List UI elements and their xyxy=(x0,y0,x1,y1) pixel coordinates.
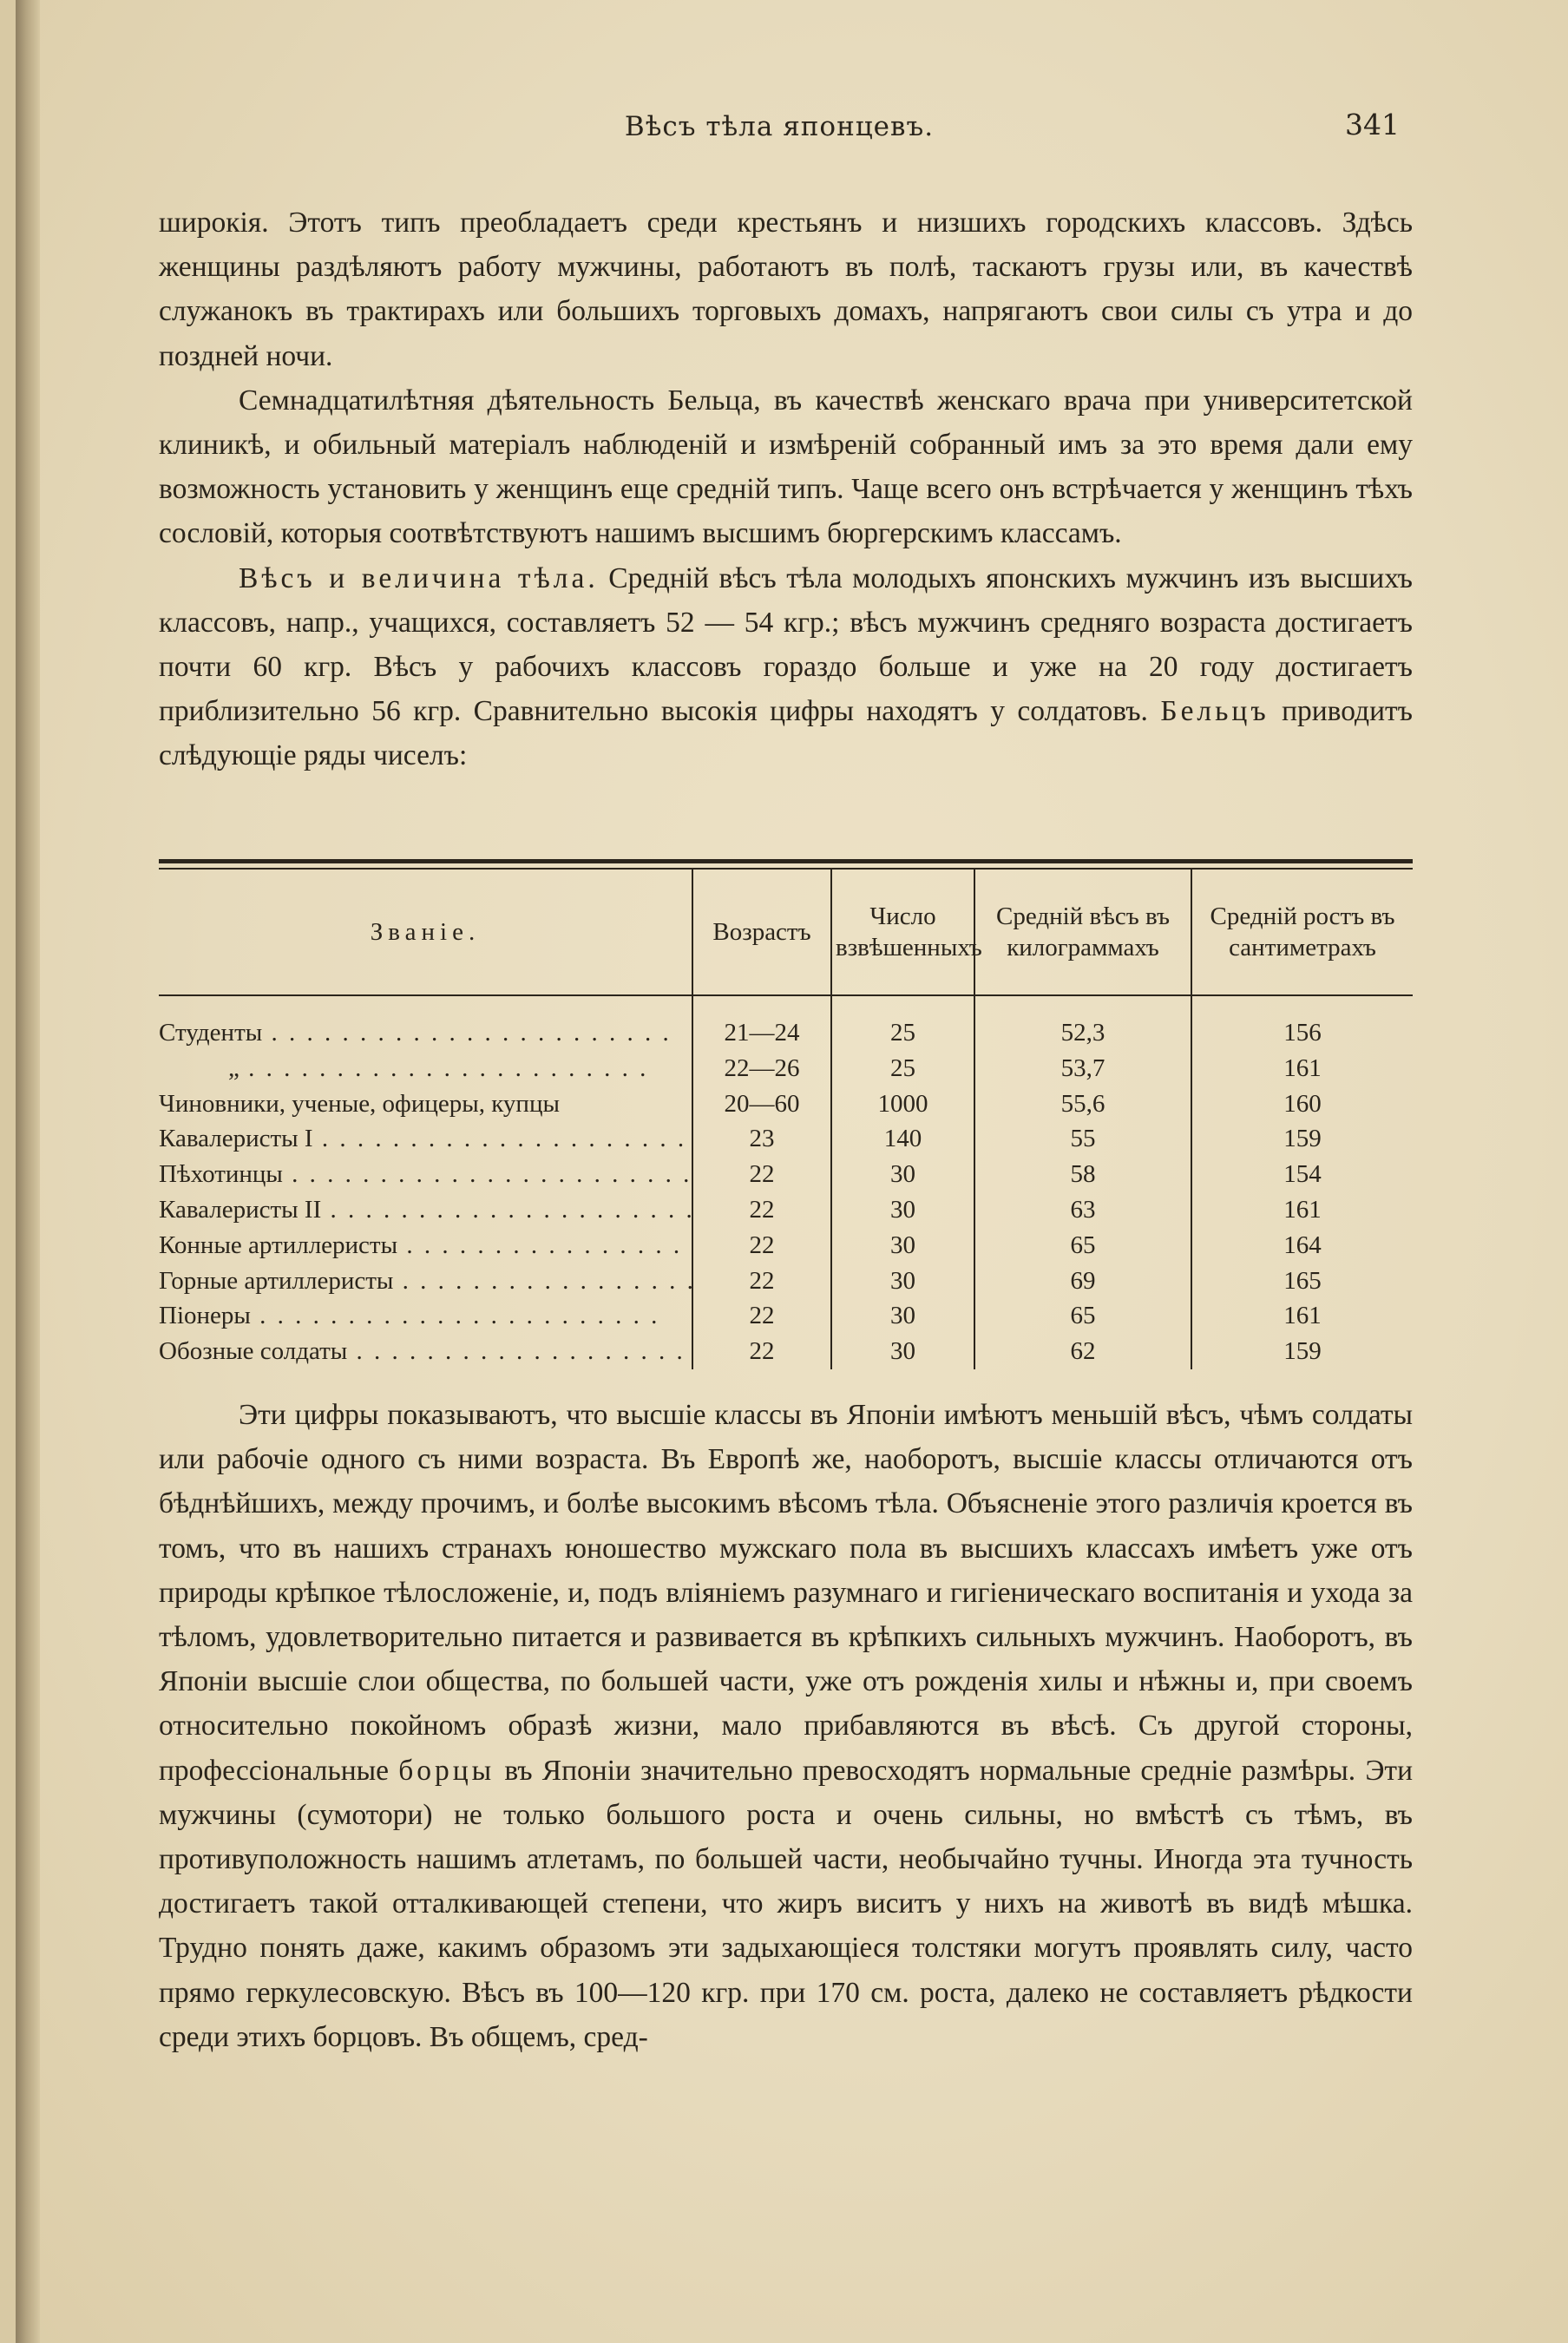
cell-age: 22 xyxy=(692,1157,831,1192)
cell-rank: Студенты . . . xyxy=(159,995,692,1051)
cell-weight: 65 xyxy=(974,1298,1191,1334)
cell-rank: Чиновники, ученые, офицеры, купцы xyxy=(159,1089,560,1118)
cell-rank: Обозные солдаты . . . xyxy=(159,1334,692,1369)
section-heading-weight: Вѣсъ и величина тѣла. xyxy=(239,561,599,594)
paragraph-conclusions-text-1: Эти цифры показываютъ, что высшіе классы въ Японіи имѣютъ меньшій вѣсъ, чѣмъ солдаты или рабочіе одного съ ними возраста. Въ Европѣ же, наоборотъ, высшіе классы отличаются отъ бѣднѣйшихъ, между прочимъ, и болѣе высокимъ вѣсомъ тѣла. Объясненіе этого различія кроется въ томъ, что въ нашихъ странахъ юношество мужскаго пола въ высшихъ классахъ имѣетъ уже отъ природы крѣпкое тѣлосложеніе, и, подъ вліяніемъ разумнаго и гигіеническаго воспитанія и ухода за тѣломъ, удовлетворительно питается и развивается въ крѣпкихъ сильныхъ мужчинъ. Наоборотъ, въ Японіи высшіе слои общества, по большей части, уже отъ рожденія хилы и нѣжны и, при своемъ относительно покойномъ образѣ жизни, мало прибавляются въ вѣсѣ. Съ другой стороны, профессіональные xyxy=(159,1399,1413,1787)
paragraph-conclusions-text-2: въ Японіи значительно превосходятъ нормальные средніе размѣры. Эти мужчины (сумотори) не только большого роста и очень сильны, но вмѣстѣ съ тѣмъ, въ противуположность нашимъ атлетамъ, по большей части, необычайно тучны. Иногда эта тучность достигаетъ такой отталкивающей степени, что жиръ виситъ у нихъ на животѣ въ видѣ мѣшка. Трудно понять даже, какимъ образомъ эти задыхающіеся толстяки могутъ проявлять силу, часто прямо геркулесовскую. Вѣсъ въ 100—120 кгр. при 170 см. роста, далеко не составляетъ рѣдкости среди этихъ борцовъ. Въ общемъ, сред- xyxy=(159,1754,1413,2053)
cell-weight: 53,7 xyxy=(974,1051,1191,1086)
cell-height: 161 xyxy=(1191,1192,1413,1228)
paragraph-weight-text-1: Средній вѣсъ тѣла молодыхъ японскихъ мужчинъ изъ высшихъ классовъ, напр., учащихся, составляетъ 52 — 54 кгр.; вѣсъ мужчинъ средняго возраста достигаетъ почти 60 кгр. Вѣсъ у рабочихъ классовъ гораздо больше и уже на 20 году достигаетъ приблизительно 56 кгр. Сравнительно высокія цифры находятъ у солдатовъ. xyxy=(159,561,1413,728)
cell-age: 22 xyxy=(692,1228,831,1263)
header-count: Число взвѣшенныхъ xyxy=(831,870,974,995)
header-weight: Средній вѣсъ въ килограммахъ xyxy=(974,870,1191,995)
cell-weight: 65 xyxy=(974,1228,1191,1263)
cell-rank: „ . . . xyxy=(159,1051,692,1086)
cell-weight: 69 xyxy=(974,1263,1191,1299)
table-header-row xyxy=(159,870,1413,995)
paragraph-weight-text-2: приводитъ слѣдующіе ряды чиселъ: xyxy=(159,695,1413,772)
paragraph-belz-activity: Семнадцатилѣтняя дѣятельность Бельца, въ качествѣ женскаго врача при университетской клиникѣ, и обильный матеріалъ наблюденій и измѣреній собранный имъ за это время дали ему возможность установить у женщинъ еще средній типъ. Чаще всего онъ встрѣчается у женщинъ тѣхъ сословій, которыя соотвѣтствуютъ нашимъ высшимъ бюргерскимъ классамъ. xyxy=(159,384,1413,550)
table-row xyxy=(159,1192,1413,1228)
cell-rank: Піонеры . . . xyxy=(159,1298,692,1334)
book-page xyxy=(16,0,1568,2343)
cell-rank: Кавалеристы I . . . xyxy=(159,1121,692,1157)
author-name-belz: Бельцъ xyxy=(1160,695,1269,728)
cell-count: 30 xyxy=(831,1263,974,1299)
cell-rank: Пѣхотинцы . . . xyxy=(159,1157,692,1192)
emphasis-wrestlers: борцы xyxy=(398,1754,495,1787)
cell-weight: 55,6 xyxy=(974,1086,1191,1122)
cell-count: 30 xyxy=(831,1157,974,1192)
cell-count: 30 xyxy=(831,1228,974,1263)
table-row xyxy=(159,1263,1413,1299)
paragraph-continuation: широкія. Этотъ типъ преобладаетъ среди крестьянъ и низшихъ городскихъ классовъ. Здѣсь женщины раздѣляютъ работу мужчины, работаютъ въ полѣ, таскаютъ грузы или, въ качествѣ служанокъ въ трактирахъ или большихъ торговыхъ домахъ, напрягаютъ свои силы съ утра и до поздней ночи. xyxy=(159,207,1413,372)
cell-count: 25 xyxy=(831,995,974,1051)
cell-height: 164 xyxy=(1191,1228,1413,1263)
paragraph-conclusions xyxy=(159,1393,1413,2059)
cell-rank: Горные артиллеристы . . . xyxy=(159,1263,692,1299)
cell-height: 156 xyxy=(1191,995,1413,1051)
paragraph-weight-height xyxy=(159,556,1413,778)
cell-age: 20—60 xyxy=(692,1086,831,1122)
text-block-top xyxy=(159,200,1413,778)
page-binding-shadow xyxy=(16,0,40,2343)
table-row xyxy=(159,1298,1413,1334)
cell-height: 165 xyxy=(1191,1263,1413,1299)
cell-count: 25 xyxy=(831,1051,974,1086)
table-row xyxy=(159,995,1413,1051)
cell-age: 22—26 xyxy=(692,1051,831,1086)
cell-rank: Конные артиллеристы . . . xyxy=(159,1228,692,1263)
page-number: 341 xyxy=(1345,108,1400,141)
cell-weight: 58 xyxy=(974,1157,1191,1192)
table-row xyxy=(159,1228,1413,1263)
table-row xyxy=(159,1121,1413,1157)
cell-age: 22 xyxy=(692,1334,831,1369)
table-row xyxy=(159,1157,1413,1192)
cell-height: 161 xyxy=(1191,1051,1413,1086)
cell-height: 154 xyxy=(1191,1157,1413,1192)
text-block-bottom xyxy=(159,1393,1413,2059)
cell-weight: 63 xyxy=(974,1192,1191,1228)
running-title: Вѣсъ тѣла японцевъ. xyxy=(624,111,935,142)
cell-height: 160 xyxy=(1191,1086,1413,1122)
table-top-rule-thick xyxy=(159,859,1413,863)
running-head xyxy=(159,108,1400,154)
cell-weight: 62 xyxy=(974,1334,1191,1369)
cell-count: 30 xyxy=(831,1298,974,1334)
cell-age: 21—24 xyxy=(692,995,831,1051)
weight-data-table xyxy=(159,870,1413,1369)
cell-height: 161 xyxy=(1191,1298,1413,1334)
cell-count: 30 xyxy=(831,1334,974,1369)
cell-rank: Кавалеристы II . . . xyxy=(159,1192,692,1228)
cell-weight: 55 xyxy=(974,1121,1191,1157)
cell-age: 22 xyxy=(692,1298,831,1334)
header-rank: Званіе. xyxy=(159,870,692,995)
cell-weight: 52,3 xyxy=(974,995,1191,1051)
weight-table xyxy=(159,859,1413,1369)
table-row xyxy=(159,1086,1413,1122)
cell-height: 159 xyxy=(1191,1334,1413,1369)
header-height: Средній ростъ въ сантиметрахъ xyxy=(1191,870,1413,995)
cell-age: 22 xyxy=(692,1263,831,1299)
cell-age: 23 xyxy=(692,1121,831,1157)
header-age: Возрастъ xyxy=(692,870,831,995)
cell-count: 30 xyxy=(831,1192,974,1228)
cell-height: 159 xyxy=(1191,1121,1413,1157)
cell-count: 140 xyxy=(831,1121,974,1157)
table-row xyxy=(159,1334,1413,1369)
cell-count: 1000 xyxy=(831,1086,974,1122)
table-row xyxy=(159,1051,1413,1086)
cell-age: 22 xyxy=(692,1192,831,1228)
